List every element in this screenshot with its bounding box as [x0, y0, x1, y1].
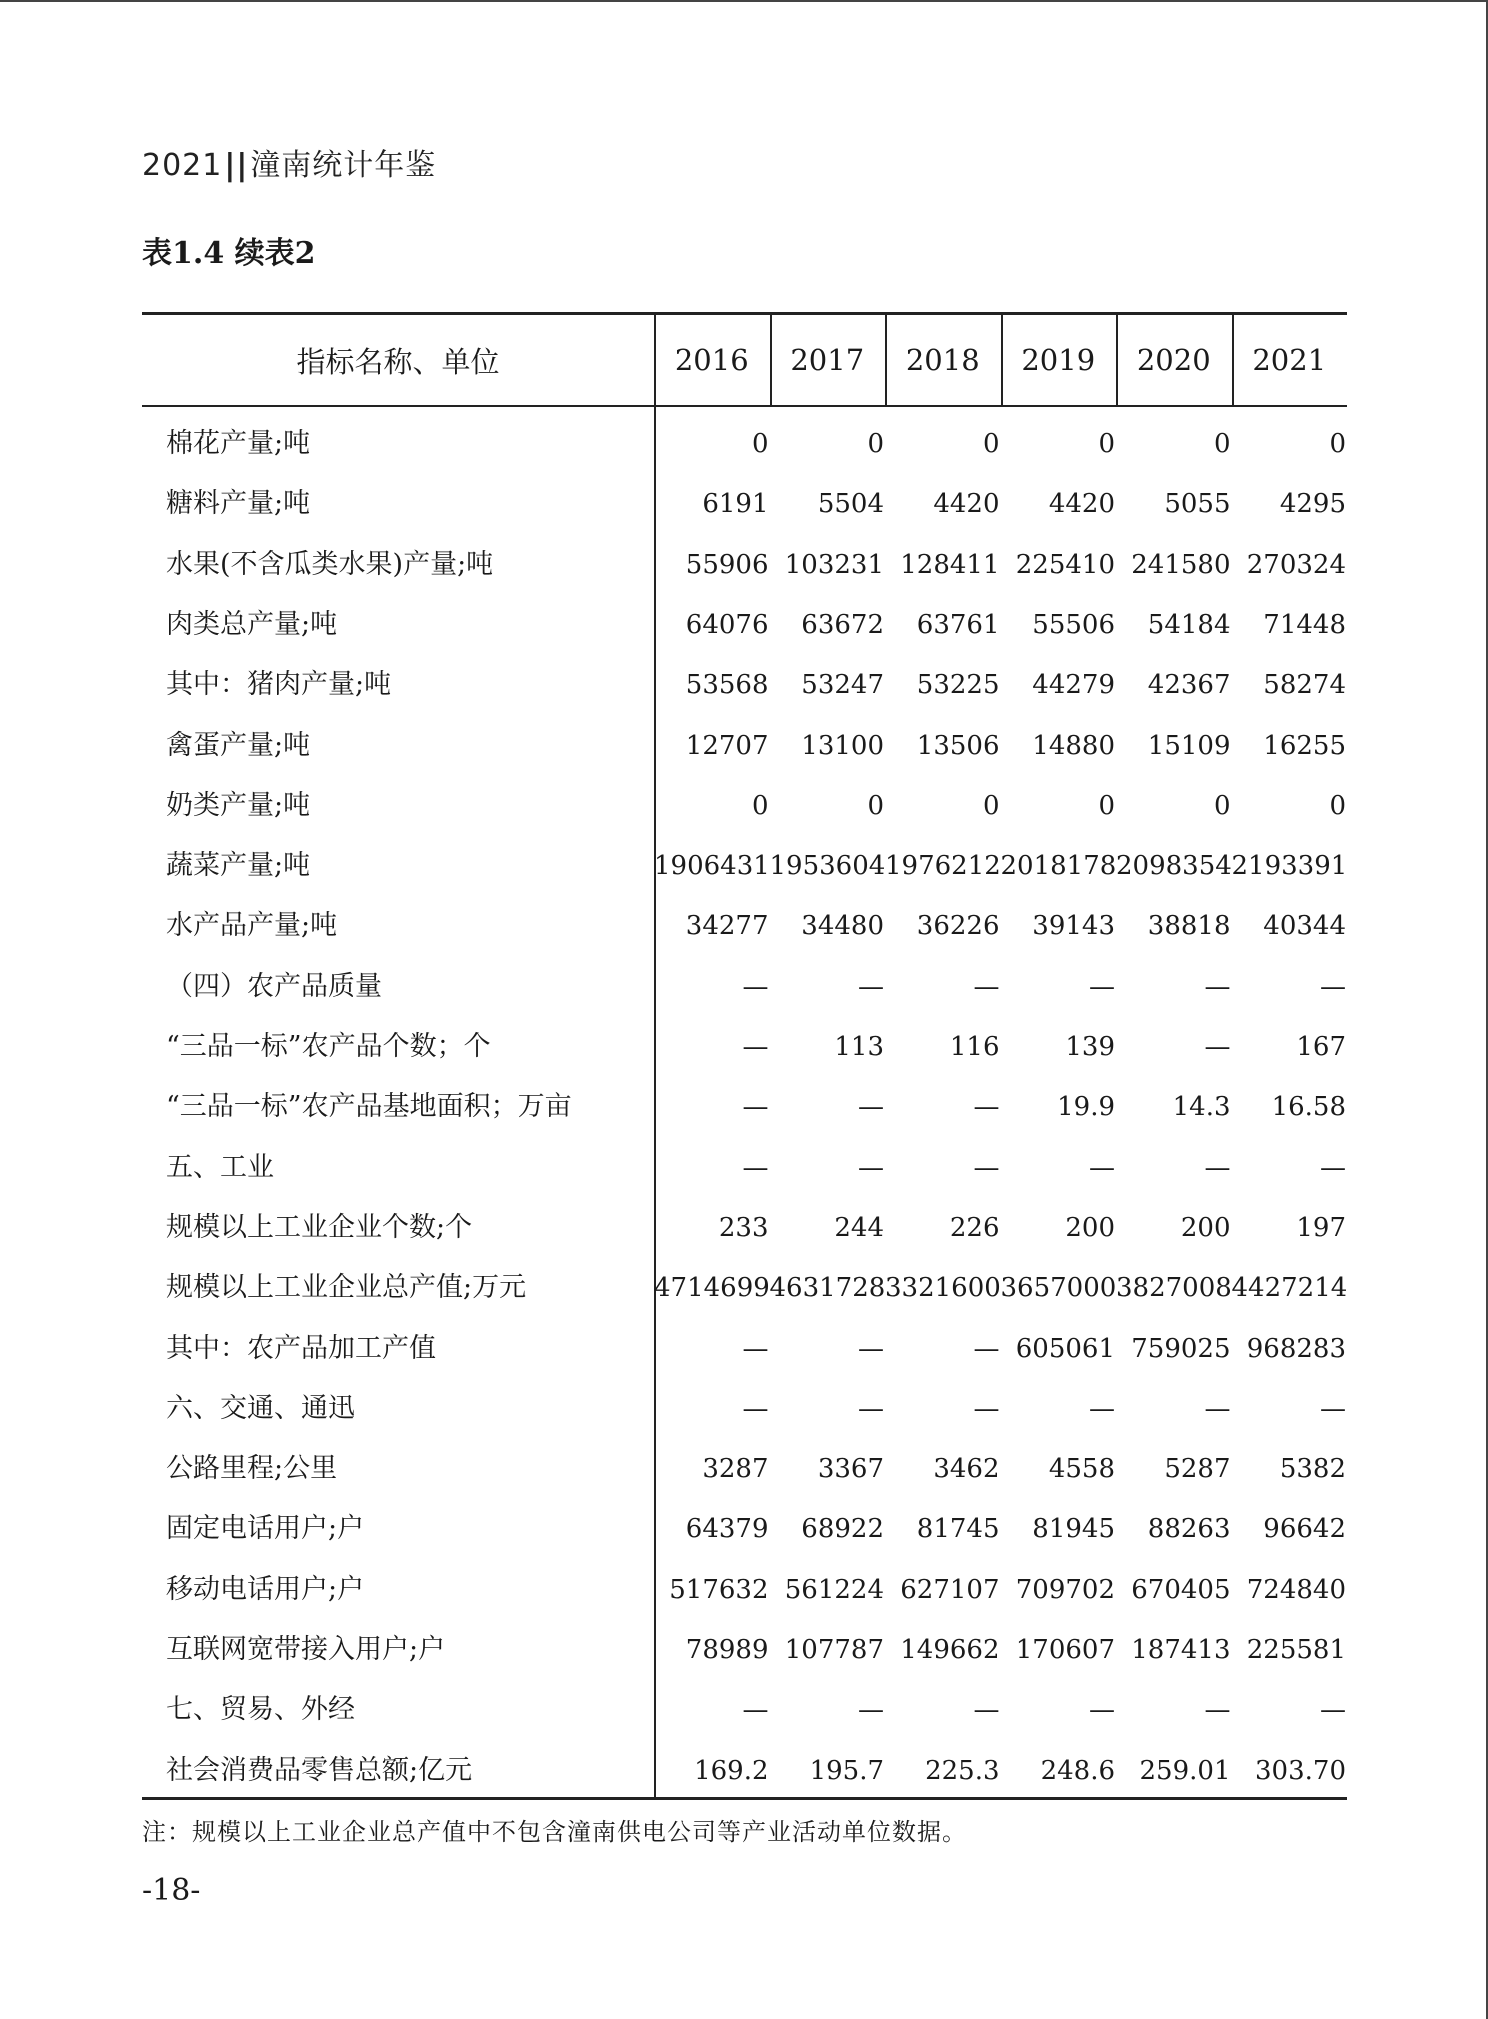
row-label: （四）农产品质量: [166, 970, 382, 1002]
row-value: 5055: [1164, 489, 1231, 520]
row-value: 0: [1213, 429, 1231, 459]
row-value: 5382: [1279, 1454, 1346, 1485]
row-value: 6191: [702, 489, 769, 520]
row-value: 128411: [900, 549, 1000, 580]
row-value: 53225: [916, 670, 1000, 701]
row-value: 187413: [1131, 1635, 1231, 1665]
row-value: 197: [1296, 1212, 1346, 1243]
row-value: 0: [751, 790, 769, 821]
row-value: 44279: [1032, 670, 1115, 701]
row-value: 200: [1065, 1212, 1115, 1243]
table-row: [142, 1017, 1347, 1077]
row-value: —: [858, 1393, 884, 1424]
table-row: [142, 1620, 1347, 1680]
row-value: 19.9: [1057, 1092, 1115, 1123]
row-value: 627107: [900, 1574, 1000, 1605]
table-row: [142, 1198, 1347, 1258]
row-value: 107787: [784, 1635, 884, 1665]
row-value: —: [1320, 1393, 1346, 1424]
row-value: —: [858, 1695, 884, 1726]
table-row: [142, 1741, 1347, 1801]
row-value: 78989: [685, 1635, 769, 1665]
row-value: 0: [1098, 790, 1115, 821]
running-header: [142, 140, 436, 184]
table-row: [142, 1499, 1347, 1559]
row-label: 互联网宽带接入用户;户: [166, 1634, 446, 1665]
row-value: 103231: [784, 549, 884, 580]
page-top-border: [0, 0, 1488, 2]
row-value: 3367: [817, 1454, 884, 1485]
table-row: [142, 1077, 1347, 1137]
row-value: —: [1089, 1152, 1115, 1183]
row-value: 0: [1213, 790, 1231, 821]
row-value: 244: [834, 1212, 884, 1243]
row-value: —: [973, 1092, 1000, 1123]
row-value: 517632: [669, 1574, 769, 1605]
row-value: 605061: [1015, 1333, 1115, 1364]
row-value: —: [1320, 1152, 1346, 1183]
row-label: 糖料产量;吨: [166, 488, 311, 520]
row-label: 公路里程;公里: [166, 1453, 338, 1485]
row-value: 58274: [1263, 670, 1346, 701]
row-value: —: [973, 971, 1000, 1002]
row-value: —: [1320, 971, 1346, 1002]
column-header-year: 2020: [1136, 343, 1211, 377]
row-value: 4420: [1048, 489, 1115, 520]
row-value: 0: [1098, 429, 1115, 459]
row-value: 233: [718, 1212, 769, 1243]
row-label: 水果(不含瓜类水果)产量;吨: [166, 548, 494, 580]
row-value: —: [1204, 971, 1231, 1002]
row-value: —: [1204, 1695, 1231, 1726]
row-value: 4714699: [654, 1273, 770, 1304]
header-book-title: 潼南统计年鉴: [250, 148, 437, 183]
row-label: “三品一标”农产品个数；个: [166, 1031, 491, 1062]
row-value: 53568: [685, 670, 769, 701]
row-value: 3827008: [1116, 1273, 1232, 1304]
row-value: 149662: [900, 1635, 1000, 1665]
row-value: 3462: [933, 1454, 1000, 1485]
row-label: 禽蛋产量;吨: [166, 729, 311, 761]
row-label: 六、交通、通迅: [166, 1392, 355, 1424]
row-value: 16.58: [1271, 1092, 1346, 1123]
row-value: 1906431: [654, 851, 770, 882]
table-row: [142, 716, 1347, 776]
row-value: 55506: [1032, 609, 1115, 640]
row-value: 2018178: [1000, 851, 1117, 882]
row-value: —: [858, 971, 884, 1002]
row-value: 39143: [1032, 911, 1115, 942]
row-value: —: [742, 1393, 769, 1424]
row-value: 116: [949, 1032, 1000, 1062]
row-value: 71448: [1263, 609, 1346, 640]
row-value: 139: [1065, 1032, 1115, 1062]
row-label: 奶类产量;吨: [166, 789, 311, 821]
row-value: 200: [1180, 1212, 1231, 1243]
row-value: 42367: [1147, 670, 1231, 701]
row-value: —: [1089, 1393, 1115, 1424]
table-row: [142, 474, 1347, 534]
row-value: 170607: [1015, 1635, 1115, 1665]
row-value: 0: [867, 790, 884, 821]
row-value: 5287: [1164, 1454, 1231, 1485]
table-row: [142, 776, 1347, 836]
row-value: 64076: [685, 609, 769, 640]
row-label: 社会消费品零售总额;亿元: [166, 1754, 473, 1786]
table-title: 表1.4 续表2: [142, 236, 316, 271]
row-value: —: [1204, 1032, 1231, 1062]
row-value: 670405: [1131, 1574, 1231, 1605]
row-value: —: [973, 1695, 1000, 1726]
row-value: 81945: [1032, 1514, 1115, 1545]
header-year: 2021: [142, 148, 223, 183]
row-value: 34277: [685, 911, 769, 942]
row-value: —: [973, 1393, 1000, 1424]
row-value: 13506: [916, 730, 1000, 761]
table-row: [142, 1680, 1347, 1740]
row-value: 96642: [1263, 1514, 1346, 1545]
row-value: 68922: [801, 1514, 884, 1545]
row-value: 63672: [801, 609, 884, 640]
table-row: [142, 595, 1347, 655]
row-value: —: [858, 1333, 884, 1364]
row-value: 259.01: [1139, 1755, 1231, 1786]
row-label: 其中：猪肉产量;吨: [166, 669, 392, 701]
row-value: 225.3: [925, 1755, 1000, 1786]
row-value: 14880: [1032, 730, 1115, 761]
row-value: —: [973, 1152, 1000, 1183]
row-value: —: [1204, 1393, 1231, 1424]
column-header-year: 2016: [674, 343, 749, 377]
row-value: —: [742, 1032, 769, 1062]
row-value: —: [742, 1695, 769, 1726]
row-value: 303.70: [1255, 1755, 1346, 1786]
table-row: [142, 957, 1347, 1017]
row-value: 968283: [1246, 1333, 1346, 1364]
row-value: 0: [982, 429, 1000, 459]
row-value: 561224: [784, 1574, 884, 1605]
column-header-year: 2018: [905, 343, 980, 377]
row-value: 16255: [1263, 730, 1346, 761]
header-separator: ||: [224, 148, 249, 183]
row-value: 226: [949, 1212, 1000, 1243]
row-label: 规模以上工业企业总产值;万元: [166, 1272, 527, 1304]
row-value: 195.7: [809, 1755, 884, 1786]
row-value: 225581: [1246, 1635, 1346, 1665]
row-value: 1953604: [769, 851, 886, 882]
row-value: 15109: [1147, 730, 1231, 761]
column-header-year: 2017: [790, 343, 865, 377]
row-label: 棉花产量;吨: [166, 428, 311, 459]
row-value: —: [742, 971, 769, 1002]
row-value: —: [1320, 1695, 1346, 1726]
row-label: 其中：农产品加工产值: [166, 1332, 436, 1364]
row-value: 169.2: [694, 1755, 769, 1786]
row-value: 225410: [1015, 549, 1115, 580]
row-value: —: [1204, 1152, 1231, 1183]
row-value: 36226: [916, 911, 1000, 942]
table-row: [142, 836, 1347, 896]
row-value: 55906: [685, 549, 769, 580]
row-value: 4558: [1048, 1454, 1115, 1485]
row-value: —: [858, 1092, 884, 1123]
row-label: 固定电话用户;户: [166, 1513, 365, 1545]
row-value: 4295: [1279, 489, 1346, 520]
row-value: 3321600: [885, 1273, 1001, 1304]
row-value: 724840: [1246, 1574, 1346, 1605]
row-value: 13100: [801, 730, 884, 761]
row-value: —: [742, 1333, 769, 1364]
row-value: 40344: [1263, 911, 1346, 942]
row-label: 肉类总产量;吨: [166, 608, 338, 640]
row-label: 七、贸易、外经: [166, 1694, 355, 1726]
table-row: [142, 1439, 1347, 1499]
row-label: “三品一标”农产品基地面积；万亩: [166, 1091, 572, 1123]
row-value: 3657000: [1000, 1273, 1117, 1304]
row-value: 0: [1329, 429, 1346, 459]
row-label: 五、工业: [166, 1151, 274, 1183]
row-value: 34480: [801, 911, 884, 942]
row-value: 2193391: [1231, 851, 1348, 882]
table-row: [142, 896, 1347, 956]
row-label: 移动电话用户;户: [166, 1573, 365, 1605]
row-value: —: [742, 1092, 769, 1123]
row-value: 0: [867, 429, 884, 459]
page-number: -18-: [142, 1873, 201, 1908]
table-header-rule: [142, 405, 1347, 407]
row-value: 709702: [1015, 1574, 1115, 1605]
row-value: —: [1089, 971, 1115, 1002]
row-value: 63761: [916, 609, 1000, 640]
table-row: [142, 1379, 1347, 1439]
row-value: 0: [751, 429, 769, 459]
row-value: 270324: [1246, 549, 1346, 580]
column-header-year: 2021: [1252, 343, 1327, 377]
table-footnote: 注：规模以上工业企业总产值中不包含潼南供电公司等产业活动单位数据。: [142, 1818, 967, 1846]
row-value: 53247: [801, 670, 884, 701]
row-value: 2098354: [1116, 851, 1232, 882]
row-value: 1976212: [885, 851, 1001, 882]
row-value: 759025: [1131, 1333, 1231, 1364]
row-value: 248.6: [1040, 1755, 1115, 1786]
row-value: —: [1089, 1695, 1115, 1726]
row-value: 81745: [916, 1514, 1000, 1545]
row-value: —: [742, 1152, 769, 1183]
row-value: 0: [982, 790, 1000, 821]
table-row: [142, 1138, 1347, 1198]
row-label: 水产品产量;吨: [166, 910, 338, 942]
row-value: 4631728: [769, 1273, 886, 1304]
row-value: 3287: [702, 1454, 769, 1485]
row-value: 167: [1296, 1032, 1346, 1062]
row-value: 4420: [933, 489, 1000, 520]
table-row: [142, 535, 1347, 595]
row-value: —: [858, 1152, 884, 1183]
column-header-indicator: 指标名称、单位: [296, 344, 500, 379]
row-value: 54184: [1147, 609, 1231, 640]
row-value: 4427214: [1231, 1273, 1348, 1304]
table-row: [142, 414, 1347, 474]
table-row: [142, 655, 1347, 715]
row-label: 蔬菜产量;吨: [166, 850, 311, 882]
row-value: 241580: [1131, 549, 1231, 580]
row-value: 12707: [685, 730, 769, 761]
row-label: 规模以上工业企业个数;个: [166, 1211, 473, 1243]
row-value: 64379: [685, 1514, 769, 1545]
table-row: [142, 1560, 1347, 1620]
row-value: 113: [834, 1032, 884, 1062]
table-row: [142, 1319, 1347, 1379]
row-value: —: [973, 1333, 1000, 1364]
row-value: 88263: [1147, 1514, 1231, 1545]
table-row: [142, 1258, 1347, 1318]
row-value: 5504: [817, 489, 884, 520]
row-value: 0: [1329, 790, 1346, 821]
row-value: 14.3: [1172, 1092, 1231, 1123]
column-header-year: 2019: [1021, 343, 1096, 377]
row-value: 38818: [1147, 911, 1231, 942]
